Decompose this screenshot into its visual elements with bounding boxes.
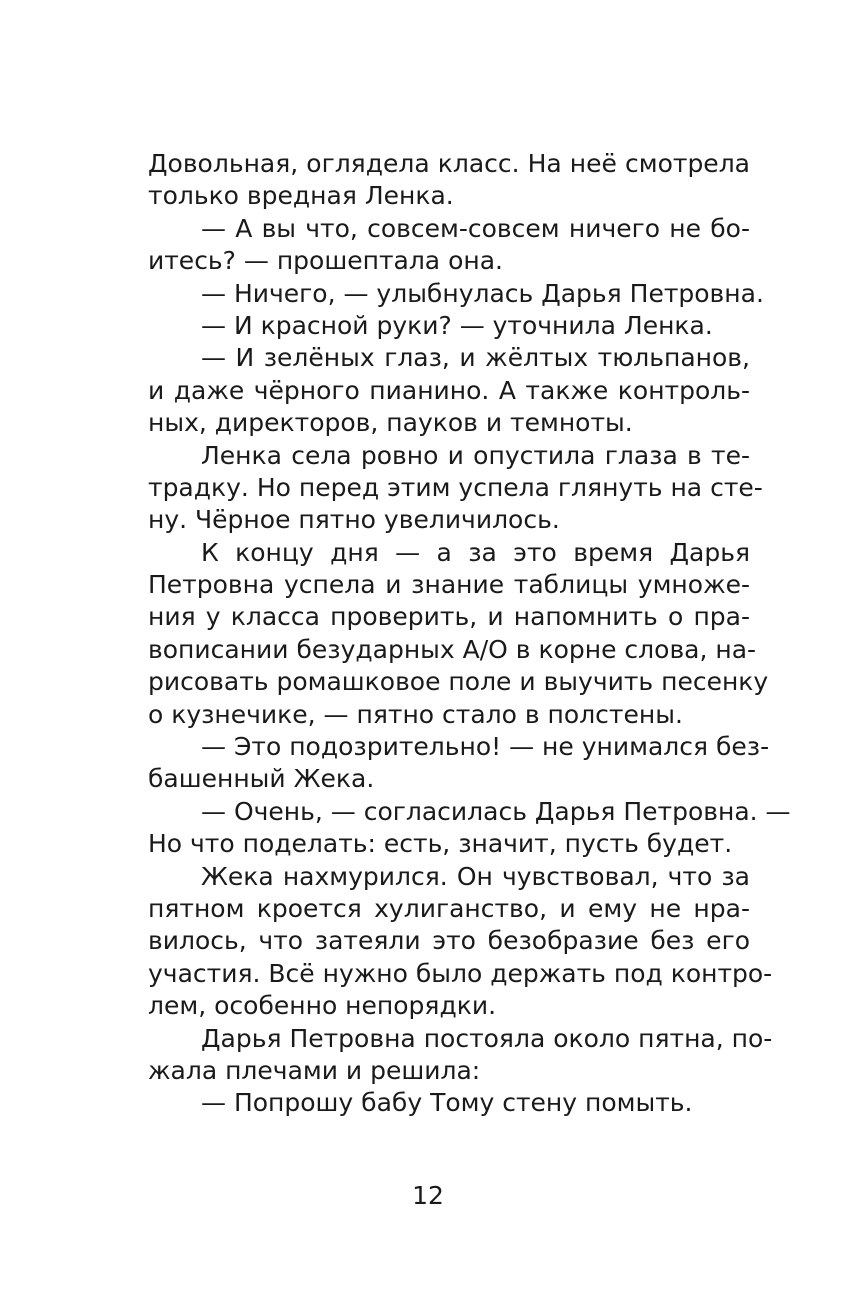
text-line: — Очень, — согласилась Дарья Петровна. —: [201, 796, 791, 826]
text-line: — И красной руки? — уточнила Ленка.: [201, 310, 713, 340]
body-text: [148, 148, 791, 1120]
text-line: — Это подозрительно! — не унимался без-: [201, 732, 770, 762]
text-line: жала плечами и решила:: [148, 1055, 481, 1085]
text-line: участия. Всё нужно было держать под контро-: [148, 958, 773, 988]
text-line: Но что поделать: есть, значит, пусть будет.: [148, 829, 733, 859]
text-line: — Ничего, — улыбнулась Дарья Петровна.: [201, 278, 764, 308]
text-line: лем, особенно непорядки.: [148, 991, 497, 1021]
text-line: — И зелёных глаз, и жёлтых тюльпанов,: [201, 343, 750, 373]
text-line: вилось, что затеяли это безобразие без его: [148, 926, 750, 956]
text-line: ных, директоров, пауков и темноты.: [148, 408, 633, 438]
text-line: — А вы что, совсем-совсем ничего не бо-: [201, 213, 750, 243]
text-line: ния у класса проверить, и напомнить о пра-: [148, 602, 750, 632]
text-line: и даже чёрного пианино. А также контроль-: [148, 375, 750, 405]
text-line: Жека нахмурился. Он чувствовал, что за: [201, 861, 750, 891]
text-line: итесь? — прошептала она.: [148, 246, 503, 276]
text-line: ну. Чёрное пятно увеличилось.: [148, 505, 560, 535]
text-line: Ленка села ровно и опустила глаза в те-: [201, 440, 750, 470]
page-number: 12: [412, 1181, 444, 1210]
text-line: вописании безударных А/О в корне слова, на-: [148, 634, 757, 664]
text-line: рисовать ромашковое поле и выучить песенку: [148, 667, 769, 697]
text-line: только вредная Ленка.: [148, 181, 454, 211]
text-line: о кузнечике, — пятно стало в полстены.: [148, 699, 683, 729]
text-line: — Попрошу бабу Тому стену помыть.: [201, 1088, 693, 1118]
text-line: Дарья Петровна постояла около пятна, по-: [201, 1023, 773, 1053]
text-line: традку. Но перед этим успела глянуть на сте-: [148, 472, 763, 502]
text-line: К концу дня — а за это время Дарья: [201, 537, 750, 567]
text-line: башенный Жека.: [148, 764, 375, 794]
text-line: Петровна успела и знание таблицы умноже-: [148, 570, 750, 600]
text-line: пятном кроется хулиганство, и ему не нра-: [148, 893, 750, 923]
text-line: Довольная, оглядела класс. На неё смотрела: [148, 149, 750, 178]
